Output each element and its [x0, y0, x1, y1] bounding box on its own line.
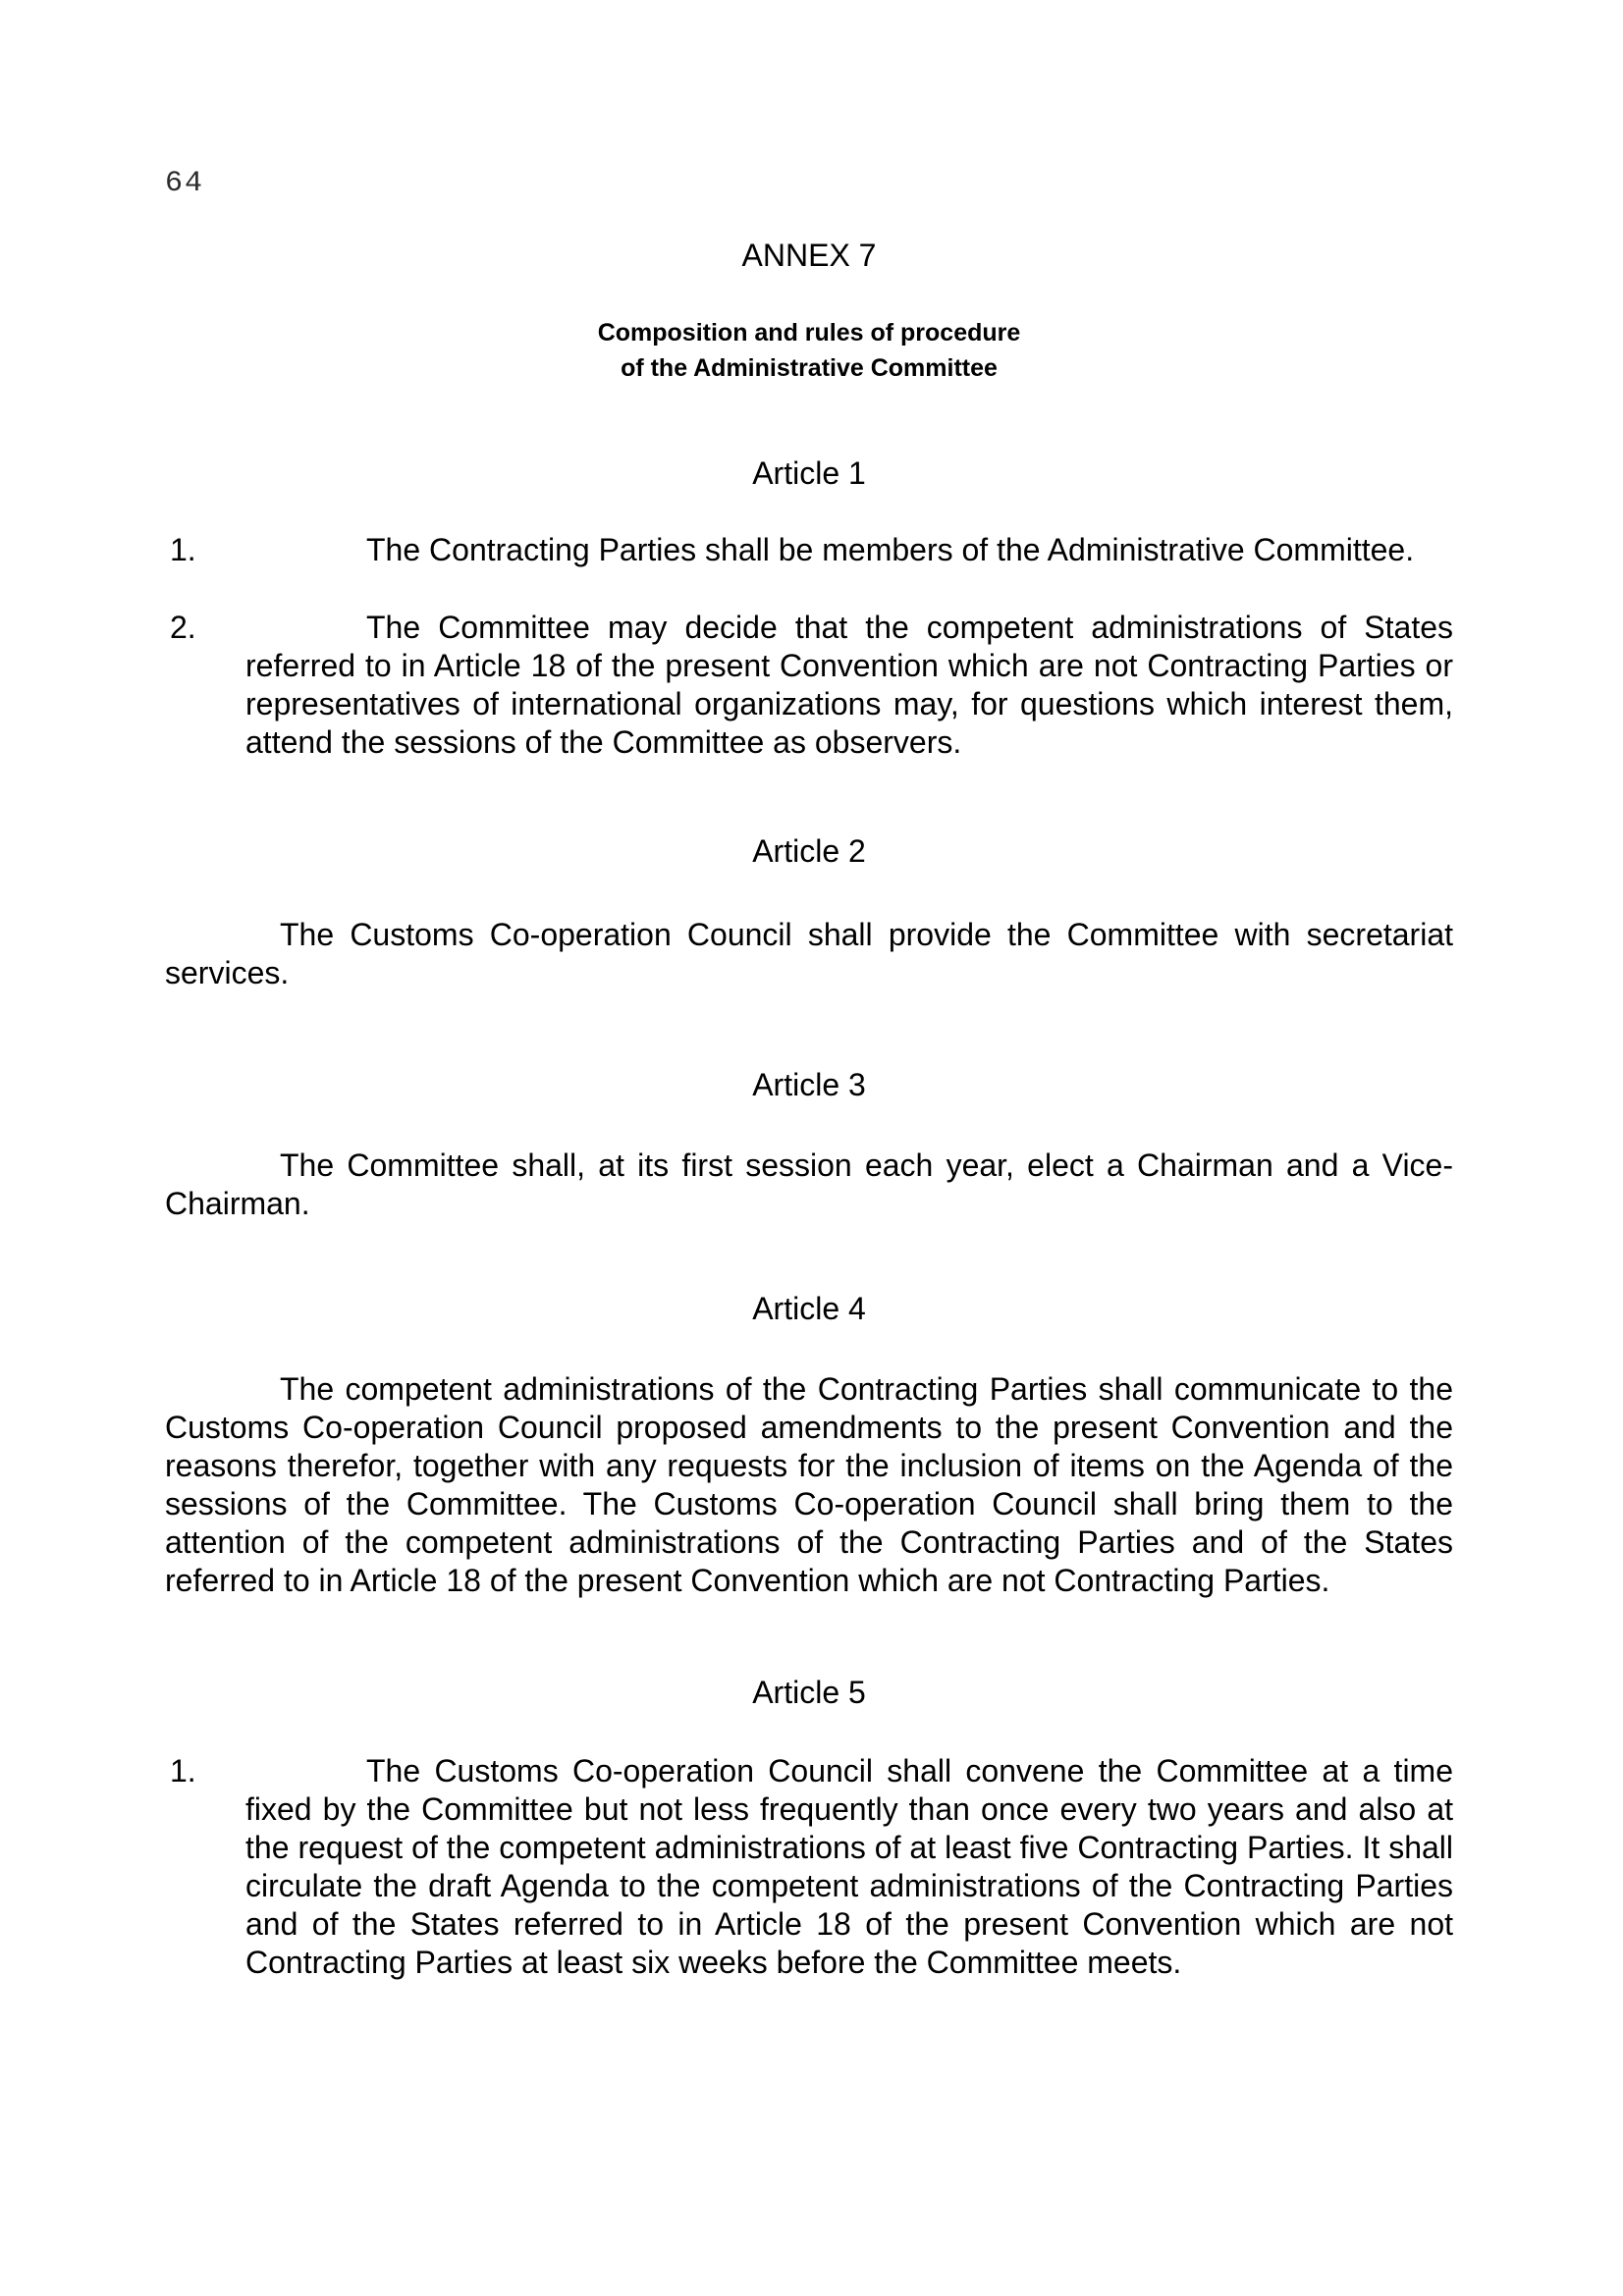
article-5-paragraph-1 [165, 1752, 1453, 1982]
paragraph-text: The Committee may decide that the competent administrations of States referred to in Article 18 of the present Convention which are not Contracting Parties or representatives of international organizations may, for questions which interest them, attend the sessions of the Committee as observers. [245, 610, 1453, 760]
article-4-paragraph-1: The competent administrations of the Contracting Parties shall communicate to the Customs Co-operation Council proposed amendments to the present Convention and the reasons therefor, together with any requests for the inclusion of items on the Agenda of the sessions of the Committee. The Customs Co-operation Council shall bring them to the attention of the competent administrations of the Contracting Parties and of the States referred to in Article 18 of the present Convention which are not Contracting Parties. [165, 1371, 1453, 1598]
page-number: 64 [165, 167, 205, 200]
article-1-paragraph-2 [165, 609, 1453, 762]
doc-subtitle-line1: Composition and rules of procedure [597, 319, 1021, 347]
doc-subtitle-line2: of the Administrative Committee [621, 354, 998, 382]
article-3 [165, 1066, 1453, 1223]
article-1-heading: Article 1 [752, 455, 866, 491]
paragraph-number: 1. [170, 1753, 196, 1789]
article-5 [165, 1674, 1453, 1982]
paragraph-number: 1. [170, 532, 196, 567]
article-2 [165, 832, 1453, 992]
article-2-paragraph-1: The Customs Co-operation Council shall provide the Committee with secretariat services. [165, 917, 1453, 990]
article-1 [165, 454, 1453, 762]
article-3-heading: Article 3 [752, 1067, 866, 1102]
paragraph-text: The Customs Co-operation Council shall convene the Committee at a time fixed by the Committee but not less frequently than once every two years and also at the request of the competent administrations of at least five Contracting Parties. It shall circulate the draft Agenda to the competent administrations of the Contracting Parties and of the States referred to in Article 18 of the present Convention which are not Contracting Parties at least six weeks before the Committee meets. [245, 1753, 1453, 1980]
article-5-heading: Article 5 [752, 1675, 866, 1710]
article-3-paragraph-1: The Committee shall, at its first session each year, elect a Chairman and a Vice-Chairman. [165, 1148, 1453, 1221]
article-1-paragraph-1 [165, 531, 1453, 569]
paragraph-text: The Contracting Parties shall be members of the Administrative Committee. [366, 532, 1415, 567]
article-4 [165, 1290, 1453, 1600]
article-2-heading: Article 2 [752, 833, 866, 869]
paragraph-number: 2. [170, 610, 196, 645]
doc-subtitle [165, 315, 1453, 386]
article-4-heading: Article 4 [752, 1291, 866, 1326]
annex-title: ANNEX 7 [741, 238, 877, 273]
